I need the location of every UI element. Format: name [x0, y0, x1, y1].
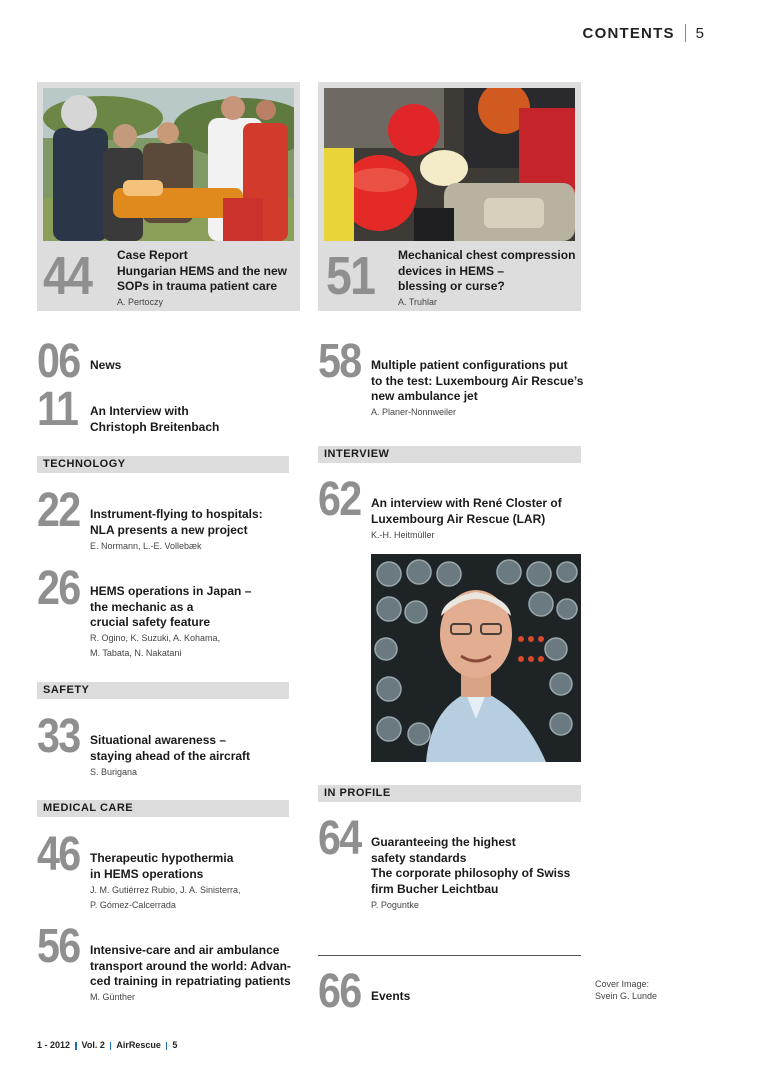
article-author: R. Ogino, K. Suzuki, A. Kohama, [90, 633, 221, 643]
article-number: 66 [318, 965, 361, 1018]
article-title-line: Intensive-care and air ambulance [90, 943, 280, 957]
article-author: A. Pertoczy [117, 297, 164, 307]
article-title-line: Situational awareness – [90, 733, 227, 747]
footer-divider [166, 1042, 168, 1050]
article-title-line: blessing or curse? [398, 279, 505, 293]
article-author: J. M. Gutiérrez Rubio, J. A. Sinisterra, [90, 885, 241, 895]
article-title-line: staying ahead of the aircraft [90, 748, 251, 763]
cover-image-credit [595, 978, 657, 1002]
article-number: 64 [318, 812, 361, 865]
article-number: 46 [37, 828, 80, 881]
article-title-line: Multiple patient configurations put [371, 358, 568, 372]
article-number: 58 [318, 335, 361, 388]
article-title-line: safety standards [371, 850, 467, 865]
section-header-safety: SAFETY [37, 682, 289, 699]
article-number: 06 [37, 335, 80, 388]
article-author: E. Normann, L.-E. Vollebæk [90, 541, 202, 551]
rescue-team-photo [43, 88, 294, 241]
footer-divider [110, 1042, 112, 1050]
article-author: M. Tabata, N. Nakatani [90, 648, 182, 658]
article-title-line: firm Bucher Leichtbau [371, 881, 499, 896]
featured-card-44[interactable] [37, 82, 300, 311]
section-header-technology: TECHNOLOGY [37, 456, 289, 473]
article-number: 51 [326, 246, 375, 306]
article-title-line: Hungarian HEMS and the new [117, 263, 288, 278]
article-title-line: ced training in repatriating patients [90, 974, 291, 988]
article-title-line: Guaranteeing the highest [371, 835, 516, 849]
article-author: K.-H. Heitmüller [371, 530, 435, 540]
article-author: M. Günther [90, 992, 136, 1002]
article-author: A. Truhlar [398, 297, 438, 307]
article-title: News [90, 358, 122, 372]
article-number: 33 [37, 710, 80, 763]
article-number: 56 [37, 920, 80, 973]
section-title: CONTENTS [582, 24, 675, 42]
article-title-line: NLA presents a new project [90, 522, 248, 537]
article-title-line: to the test: Luxembourg Air Rescue’s [371, 373, 584, 388]
article-number: 44 [43, 246, 92, 306]
article-number: 62 [318, 473, 361, 526]
article-number: 26 [37, 562, 80, 615]
article-title-line: Case Report [117, 248, 188, 262]
header-page-number: 5 [695, 24, 705, 42]
section-header-in-profile: IN PROFILE [318, 785, 581, 802]
footer-volume: Vol. 2 [81, 1040, 105, 1050]
cover-credit-name: Svein G. Lunde [595, 991, 658, 1001]
footer-magazine: AirRescue [116, 1040, 161, 1050]
article-title-line: Therapeutic hypothermia [90, 851, 234, 865]
footer-divider [75, 1042, 77, 1050]
article-title-line: devices in HEMS – [398, 263, 505, 278]
section-header-medical-care: MEDICAL CARE [37, 800, 289, 817]
article-title: Events [371, 989, 411, 1003]
footer-issue: 1 - 2012 [37, 1040, 71, 1050]
article-author: A. Planer-Nonnweiler [371, 407, 457, 417]
page-header [583, 24, 705, 42]
article-title-line: The corporate philosophy of Swiss [371, 866, 571, 880]
article-title-line: SOPs in trauma patient care [117, 279, 278, 293]
article-title-line: the mechanic as a [90, 599, 194, 614]
header-divider [685, 24, 686, 42]
article-title-line: in HEMS operations [90, 866, 204, 881]
article-author: P. Poguntke [371, 900, 419, 910]
article-title-line: crucial safety feature [90, 615, 211, 629]
cover-credit-label: Cover Image: [595, 979, 650, 989]
article-author: P. Gómez-Calcerrada [90, 900, 176, 910]
article-title-line: new ambulance jet [371, 389, 478, 403]
section-header-interview: INTERVIEW [318, 446, 581, 463]
article-title-line: Mechanical chest compression [398, 248, 576, 262]
footer-page: 5 [172, 1040, 178, 1050]
article-title-line: An Interview with [90, 404, 189, 418]
featured-card-51[interactable] [318, 82, 581, 311]
article-title-line: An interview with René Closter of [371, 496, 562, 510]
chest-compression-photo [324, 88, 575, 241]
article-title-line: HEMS operations in Japan – [90, 584, 252, 598]
page-footer [37, 1040, 177, 1050]
article-title-line: Instrument-flying to hospitals: [90, 507, 263, 521]
article-title-line: transport around the world: Advan- [90, 958, 291, 973]
article-author: S. Burigana [90, 767, 138, 777]
article-title-line: Christoph Breitenbach [90, 419, 220, 434]
divider-line [318, 955, 581, 956]
portrait-photo [371, 554, 581, 762]
article-number: 22 [37, 484, 80, 537]
article-number: 11 [37, 383, 78, 436]
article-title-line: Luxembourg Air Rescue (LAR) [371, 511, 546, 526]
